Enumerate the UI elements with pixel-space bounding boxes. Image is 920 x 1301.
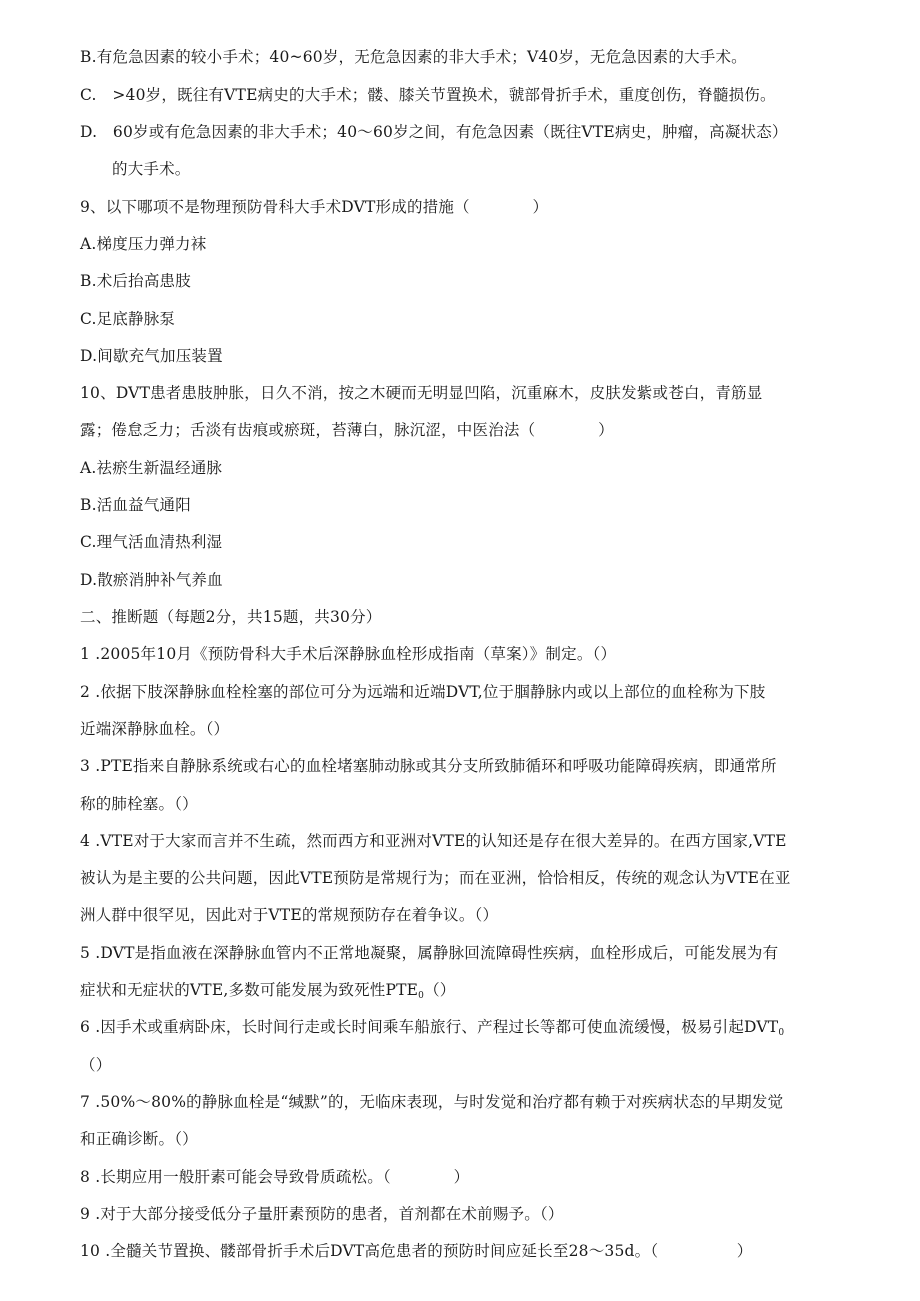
question-10: 10、DVT患者患肢肿胀，日久不消，按之木硬而无明显凹陷，沉重麻木，皮肤发紫或苍白，青筋显 bbox=[80, 384, 763, 402]
tf-question-3-cont: 称的肺栓塞。（） bbox=[80, 795, 198, 813]
section-heading: 二、推断题（每题2分，共15题，共30分） bbox=[80, 608, 382, 626]
tf-question-3: 3 .PTE指来自静脉系统或右心的血栓堵塞肺动脉或其分支所致肺循环和呼吸功能障碍疾病，即通常所 bbox=[80, 757, 777, 775]
option-c-q10: C.理气活血清热利湿 bbox=[80, 533, 223, 551]
option-d-q8: D. 60岁或有危急因素的非大手术；40～60岁之间，有危急因素（既往VTE病史，肿瘤，高凝状态） bbox=[80, 123, 788, 141]
tf-question-2: 2 .依据下肢深静脉血栓栓塞的部位可分为远端和近端DVT,位于腘静脉内或以上部位的血栓称为下肢 bbox=[80, 683, 766, 701]
tf-question-7: 7 .50%～80%的静脉血栓是“缄默”的，无临床表现，与时发觉和治疗都有赖于对疾病状态的早期发觉 bbox=[80, 1093, 784, 1111]
tf-question-4-cont1: 被认为是主要的公共问题，因此VTE预防是常规行为；而在亚洲，恰恰相反，传统的观念认为VTE在亚 bbox=[80, 869, 791, 887]
question-10-cont: 露；倦怠乏力；舌淡有齿痕或瘀斑，苔薄白，脉沉涩，中医治法（ ） bbox=[80, 421, 614, 439]
tf-question-6-text: 6 .因手术或重病卧床，长时间行走或长时间乘车船旅行、产程过长等都可使血流缓慢，极易引起DVT bbox=[80, 1018, 779, 1036]
option-d-q8-cont: 的大手术。 bbox=[112, 160, 191, 178]
answer-blank: （） bbox=[424, 981, 456, 999]
tf-question-6 bbox=[80, 1017, 850, 1043]
tf-question-9: 9 .对于大部分接受低分子量肝素预防的患者，首剂都在术前赐予。（） bbox=[80, 1205, 564, 1223]
tf-question-10: 10 .全髓关节置换、髅部骨折手术后DVT高危患者的预防时间应延长至28～35d。（ ） bbox=[80, 1242, 753, 1260]
option-b-q8: B.有危急因素的较小手术；40~60岁，无危急因素的非大手术；V40岁，无危急因素的大手术。 bbox=[80, 48, 747, 66]
tf-question-7-cont: 和正确诊断。（） bbox=[80, 1130, 198, 1148]
tf-question-4: 4 .VTE对于大家而言并不生疏，然而西方和亚洲对VTE的认知还是存在很大差异的。在西方国家,VTE bbox=[80, 832, 787, 850]
tf-question-8: 8 .长期应用一般肝素可能会导致骨质疏松。（ ） bbox=[80, 1168, 470, 1186]
tf-question-4-cont2: 洲人群中很罕见，因此对于VTE的常规预防存在着争议。（） bbox=[80, 906, 499, 924]
tf-question-5-cont bbox=[80, 980, 850, 1006]
question-9: 9、以下哪项不是物理预防骨科大手术DVT形成的措施（ ） bbox=[80, 198, 549, 216]
option-d-q10: D.散瘀消肿补气养血 bbox=[80, 571, 223, 589]
option-a-q9: A.梯度压力弹力袜 bbox=[80, 235, 207, 253]
option-a-q10: A.祛瘀生新温经通脉 bbox=[80, 459, 223, 477]
tf-question-6-cont: （） bbox=[80, 1056, 112, 1074]
option-b-q9: B.术后抬高患肢 bbox=[80, 272, 191, 290]
tf-question-2-cont: 近端深静脉血栓。（） bbox=[80, 720, 230, 738]
subscript-zero: 0 bbox=[778, 1028, 785, 1038]
tf-question-5: 5 .DVT是指血液在深静脉血管内不正常地凝聚，属静脉回流障碍性疾病，血栓形成后，可能发展为有 bbox=[80, 944, 779, 962]
tf-question-1: 1 .2005年10月《预防骨科大手术后深静脉血栓形成指南（草案）》制定。（） bbox=[80, 645, 617, 663]
option-b-q10: B.活血益气通阳 bbox=[80, 496, 191, 514]
option-c-q9: C.足底静脉泵 bbox=[80, 310, 176, 328]
option-d-q9: D.间歇充气加压装置 bbox=[80, 347, 223, 365]
subscript-zero: 0 bbox=[418, 991, 425, 1001]
tf-question-5-text: 症状和无症状的VTE,多数可能发展为致死性PTE bbox=[80, 981, 419, 999]
option-c-q8: C. >40岁，既往有VTE病史的大手术；髅、膝关节置换术，虢部骨折手术，重度创伤，脊髓损伤。 bbox=[80, 86, 776, 104]
